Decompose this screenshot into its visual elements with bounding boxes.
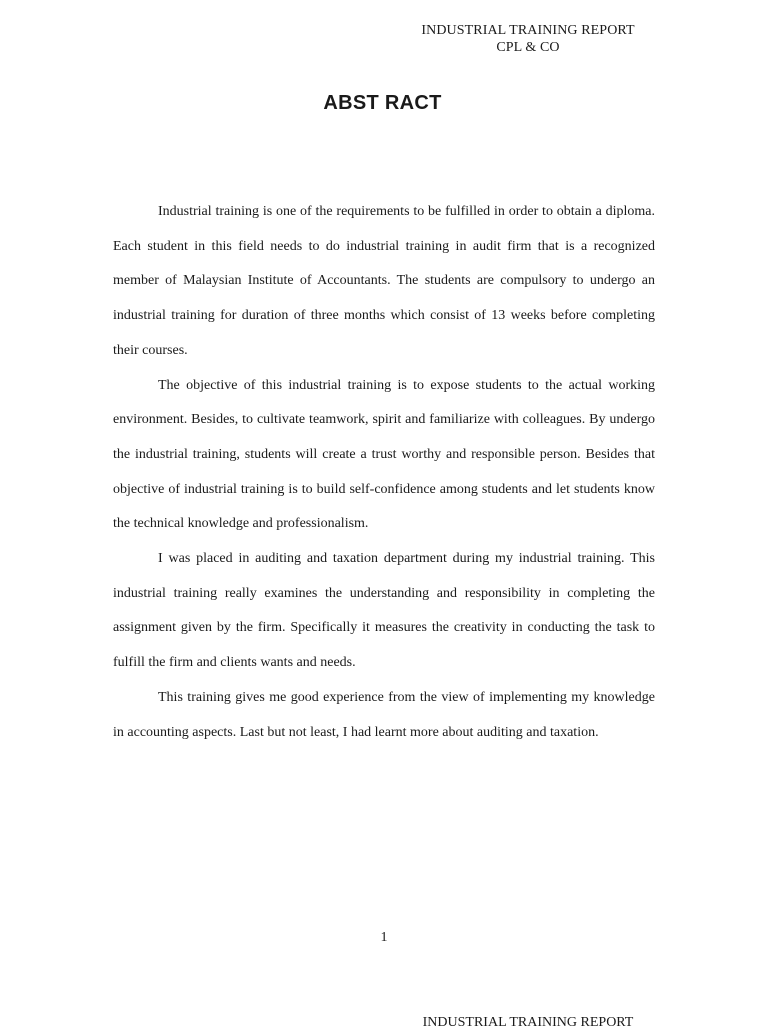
abstract-body (113, 195, 655, 750)
next-page-header: INDUSTRIAL TRAINING REPORT (422, 1015, 634, 1030)
paragraph-1: Industrial training is one of the requirements to be fulfilled in order to obtain a diploma. Each student in this field needs to do industrial training in audit firm that is a recognized member of Malaysian Institute of Accountants. The students are compulsory to undergo an industrial training for duration of three months which consist of 13 weeks before completing their courses. (113, 204, 655, 358)
running-header (400, 22, 656, 56)
header-company-name: CPL & CO (496, 40, 560, 55)
paragraph-2: The objective of this industrial training is to expose students to the actual working environment. Besides, to cultivate teamwork, spirit and familiarize with colleagues. By undergo the industrial training, students will create a trust worthy and responsible person. Besides that objective of industrial training is to build self-confidence among students and let students know the technical knowledge and professionalism. (113, 377, 655, 532)
abstract-heading: ABST RACT (323, 92, 442, 114)
paragraph-3: I was placed in auditing and taxation department during my industrial training. This industrial training really examines the understanding and responsibility in completing the assignment given by the firm. Specifically it measures the creativity in conducting the task to fulfill the firm and clients wants and needs. (113, 551, 655, 671)
paragraph-4: This training gives me good experience from the view of implementing my knowledge in accounting aspects. Last but not least, I had learnt more about auditing and taxation. (113, 689, 655, 740)
page-number: 1 (380, 930, 388, 945)
header-report-title: INDUSTRIAL TRAINING REPORT (421, 23, 635, 38)
